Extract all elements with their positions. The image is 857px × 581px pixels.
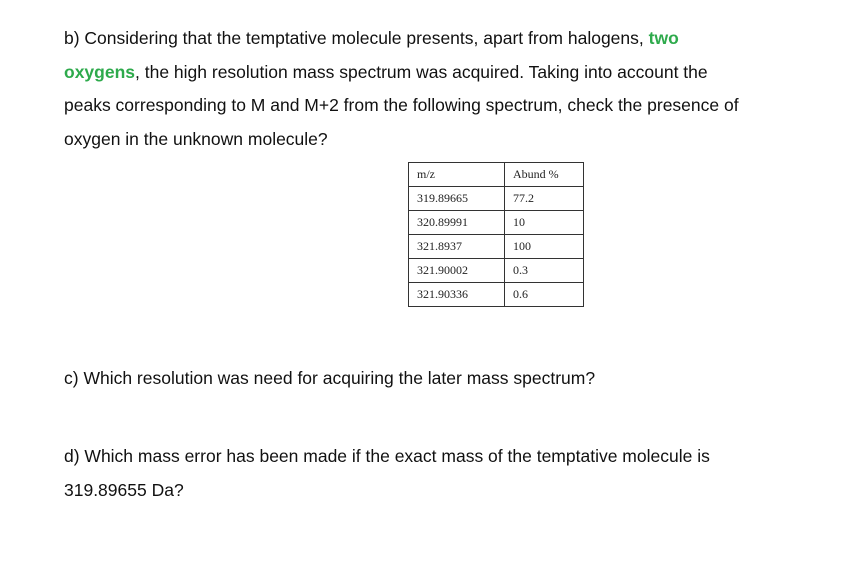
cell-abund: 0.6 (505, 283, 584, 307)
cell-abund: 100 (505, 235, 584, 259)
question-b-text-1: b) Considering that the temptative molecule presents, apart from halogens, (64, 28, 649, 48)
highlight-two: two (648, 28, 679, 48)
question-c-line-1: c) Which resolution was need for acquiring the later mass spectrum? (64, 368, 596, 388)
table-row (409, 259, 584, 283)
cell-mz: 319.89665 (409, 187, 505, 211)
header-abund: Abund % (505, 163, 584, 187)
cell-mz: 321.90336 (409, 283, 505, 307)
table-row (409, 283, 584, 307)
header-mz: m/z (409, 163, 505, 187)
question-c (64, 362, 595, 396)
question-d (64, 440, 710, 507)
cell-mz: 321.90002 (409, 259, 505, 283)
cell-mz: 320.89991 (409, 211, 505, 235)
question-b-line-1 (64, 22, 739, 56)
question-b-line-4: oxygen in the unknown molecule? (64, 128, 328, 149)
table-row (409, 187, 584, 211)
cell-abund: 77.2 (505, 187, 584, 211)
question-b-line-3: peaks corresponding to M and M+2 from the following spectrum, check the presence of (64, 95, 739, 115)
cell-abund: 10 (505, 211, 584, 235)
mass-spectrum-table (408, 162, 584, 307)
question-d-line-1: d) Which mass error has been made if the exact mass of the temptative molecule is (64, 446, 710, 466)
table-row (409, 235, 584, 259)
table-row (409, 211, 584, 235)
highlight-oxygens: oxygens (64, 61, 135, 82)
table-header-row (409, 163, 584, 187)
cell-abund: 0.3 (505, 259, 584, 283)
question-d-line-2: 319.89655 Da? (64, 479, 184, 500)
question-b-line-2 (64, 56, 739, 90)
cell-mz: 321.8937 (409, 235, 505, 259)
question-b (64, 22, 739, 156)
question-b-text-2: , the high resolution mass spectrum was acquired. Taking into account the (135, 61, 708, 82)
